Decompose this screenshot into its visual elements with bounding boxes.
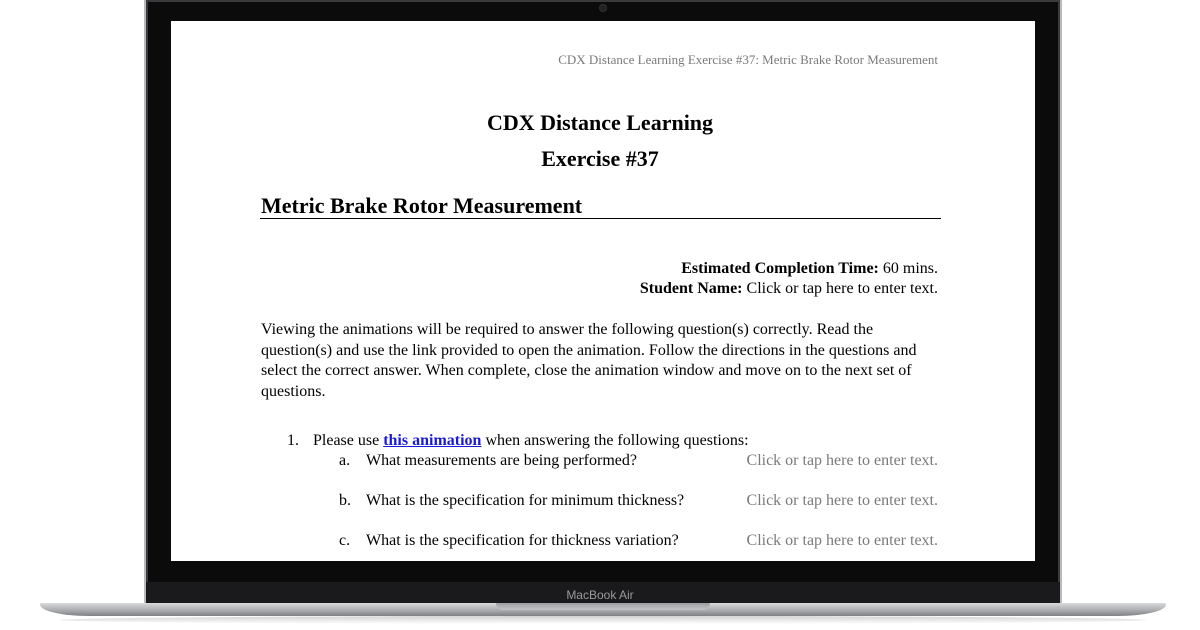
- answer-field[interactable]: Click or tap here to enter text.: [746, 532, 938, 549]
- camera-icon: [600, 5, 606, 11]
- answer-field[interactable]: Click or tap here to enter text.: [746, 452, 938, 469]
- intro-paragraph: Viewing the animations will be required to answer the following question(s) correctly. Read the question(s) and use the link provided to open the animation. Follow the directions in the questions and select the correct answer. When complete, close the animation window and move on to the next set of questions.: [261, 321, 917, 400]
- subquestion-text: What is the specification for minimum thickness?: [366, 492, 685, 509]
- animation-link[interactable]: this animation: [383, 432, 482, 449]
- question-text: [313, 432, 749, 450]
- question-suffix: when answering the following questions:: [481, 432, 749, 449]
- document-screen: [171, 21, 1035, 561]
- heading-rule: [260, 218, 941, 219]
- subquestion-text: What is the specification for thickness variation?: [366, 532, 679, 549]
- estimated-time-value: 60 mins.: [878, 260, 938, 277]
- answer-field[interactable]: Click or tap here to enter text.: [746, 492, 938, 509]
- model-label: MacBook Air: [566, 588, 634, 602]
- question-number: 1.: [287, 432, 299, 449]
- laptop-shadow: [60, 616, 1146, 624]
- subquestion-letter: b.: [339, 492, 351, 509]
- document-title: CDX Distance Learning: [486, 110, 714, 135]
- document-subtitle: Exercise #37: [541, 146, 659, 171]
- document-header: CDX Distance Learning Exercise #37: Metric Brake Rotor Measurement: [558, 52, 938, 67]
- subquestion-letter: c.: [339, 532, 351, 549]
- section-heading: Metric Brake Rotor Measurement: [261, 193, 583, 218]
- student-name-line: [640, 280, 938, 298]
- laptop-notch: [496, 603, 710, 610]
- estimated-time-label: Estimated Completion Time:: [681, 260, 879, 277]
- student-name-field[interactable]: Click or tap here to enter text.: [742, 280, 938, 297]
- subquestion-text: What measurements are being performed?: [366, 452, 637, 469]
- estimated-time-line: [681, 260, 938, 278]
- student-name-label: Student Name:: [639, 280, 743, 297]
- question-prefix: Please use: [313, 432, 384, 449]
- subquestion-letter: a.: [339, 452, 351, 469]
